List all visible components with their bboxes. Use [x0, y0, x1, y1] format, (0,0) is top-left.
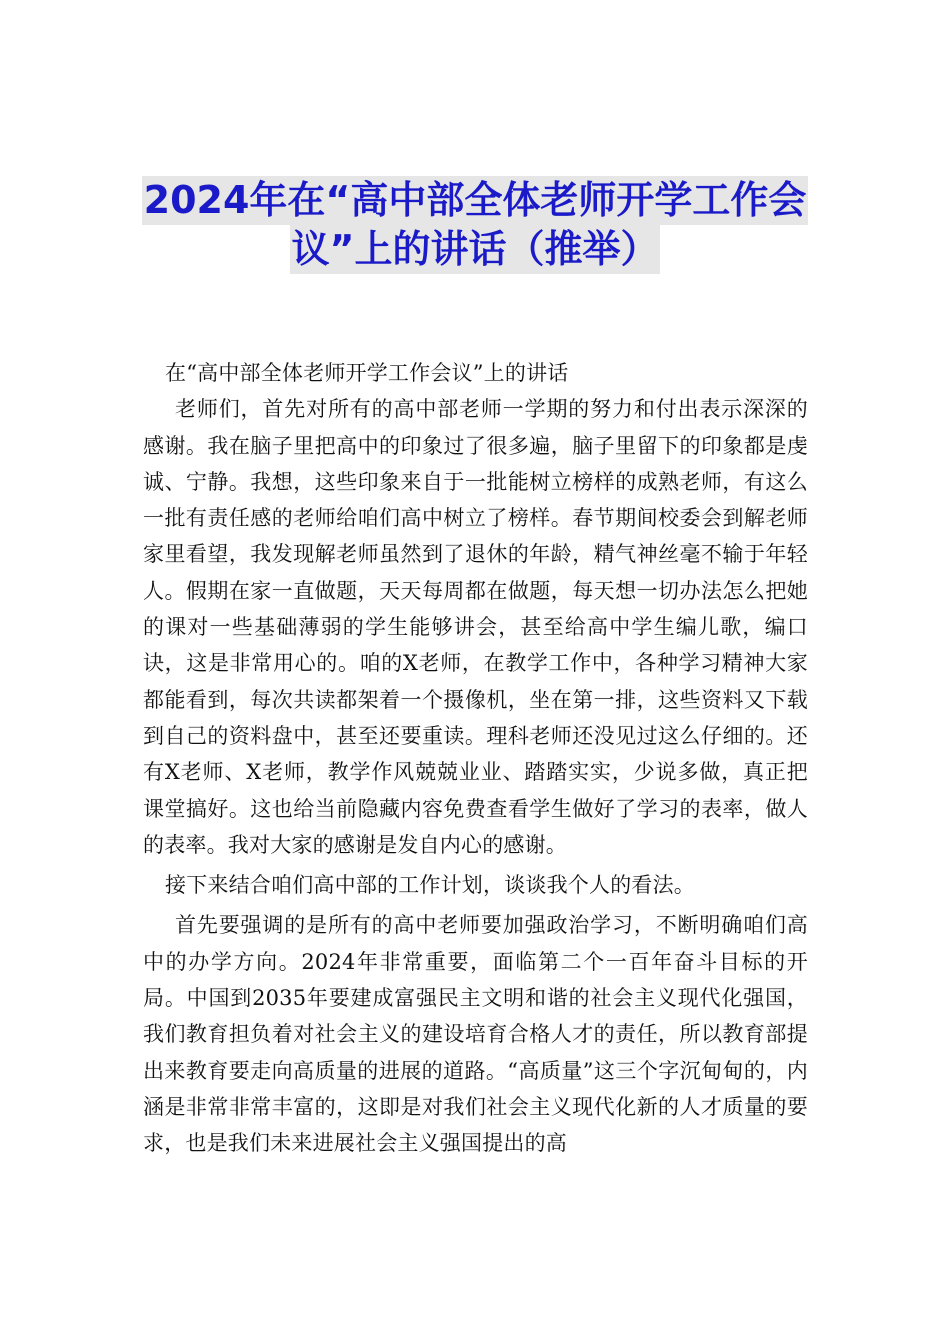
body-paragraph: 首先要强调的是所有的高中老师要加强政治学习，不断明确咱们高中的办学方向。2024年非常重要，面临第二个一百年奋斗目标的开局。中国到2035年要建成富强民主文明和谐的社会主义现代化强国，我们教育担负着对社会主义的建设培育合格人才的责任，所以教育部提出来教育要走向高质量的进展的道路。“高质量”这三个字沉甸甸的，内涵是非常非常丰富的，这即是对我们社会主义现代化新的人才质量的要求，也是我们未来进展社会主义强国提出的高 — [143, 913, 808, 1156]
title-line-2: 议”上的讲话（推举） — [290, 225, 661, 274]
title-line-1: 2024年在“高中部全体老师开学工作会 — [142, 176, 809, 225]
speech-heading: 在“高中部全体老师开学工作会议”上的讲话 — [165, 361, 569, 385]
body-paragraph: 老师们，首先对所有的高中部老师一学期的努力和付出表示深深的感谢。我在脑子里把高中的印象过了很多遍，脑子里留下的印象都是虔诚、宁静。我想，这些印象来自于一批能树立榜样的成熟老师，有这么一批有责任感的老师给咱们高中树立了榜样。春节期间校委会到解老师家里看望，我发现解老师虽然到了退休的年龄，精气神丝毫不输于年轻人。假期在家一直做题，天天每周都在做题，每天想一切办法怎么把她的课对一些基础薄弱的学生能够讲会，甚至给高中学生编儿歌，编口诀，这是非常用心的。咱的X老师，在教学工作中，各种学习精神大家都能看到，每次共读都架着一个摄像机，坐在第一排，这些资料又下载到自己的资料盘中，甚至还要重读。理科老师还没见过这么仔细的。还有X老师、X老师，教学作风兢兢业业、踏踏实实，少说多做，真正把课堂搞好。这也给当前隐藏内容免费查看学生做好了学习的表率，做人的表率。我对大家的感谢是发自内心的感谢。 — [143, 397, 808, 857]
body-paragraph: 接下来结合咱们高中部的工作计划，谈谈我个人的看法。 — [165, 873, 695, 898]
document-title — [140, 176, 810, 274]
document-body — [143, 355, 808, 1162]
